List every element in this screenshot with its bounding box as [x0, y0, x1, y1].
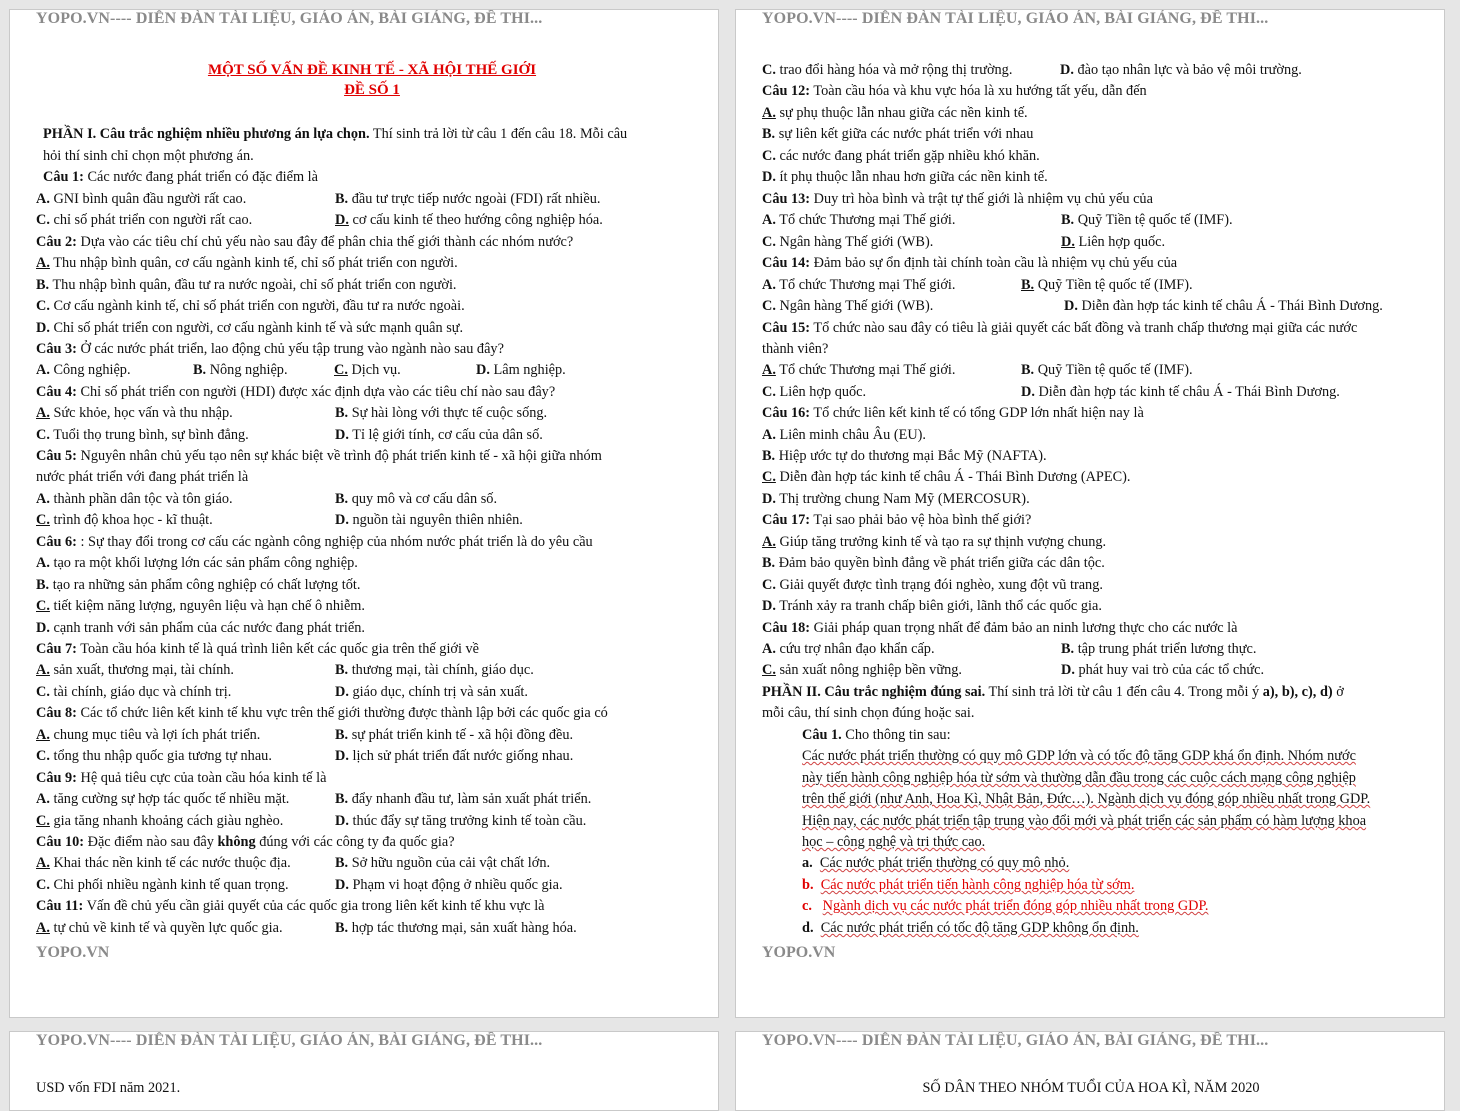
question-7: Câu 7: Toàn cầu hóa kinh tế là quá trình liên kết các quốc gia trên thế giới về — [36, 641, 480, 657]
page-header: YOPO.VN---- DIỄN ĐÀN TÀI LIỆU, GIÁO ÁN, BÀI GIẢNG, ĐỀ THI... — [36, 10, 543, 27]
q12-option-a: A. sự phụ thuộc lẫn nhau giữa các nền kinh tế. — [762, 105, 1028, 121]
q6-option-a: A. tạo ra một khối lượng lớn các sản phẩm công nghiệp. — [36, 555, 358, 571]
q4-option-d: D. Tỉ lệ giới tính, cơ cấu của dân số. — [335, 427, 543, 443]
document-title: MỘT SỐ VẤN ĐỀ KINH TẾ - XÃ HỘI THẾ GIỚI — [207, 62, 537, 78]
q4-option-a: A. Sức khỏe, học vấn và thu nhập. — [36, 405, 233, 421]
q6-option-c: C. tiết kiệm năng lượng, nguyên liệu và hạn chế ô nhiễm. — [36, 598, 365, 614]
q15-option-d: D. Diễn đàn hợp tác kinh tế châu Á - Thái Bình Dương. — [1021, 384, 1340, 400]
q17-option-b: B. Đảm bảo quyền bình đẳng về phát triển giữa các dân tộc. — [762, 555, 1105, 571]
page-3 — [9, 1031, 719, 1111]
q2-option-d: D. Chỉ số phát triển con người, cơ cấu ngành kinh tế và sức mạnh quân sự. — [36, 320, 464, 336]
q1-option-b: B. đầu tư trực tiếp nước ngoài (FDI) rất nhiều. — [335, 191, 601, 207]
q5-option-d: D. nguồn tài nguyên thiên nhiên. — [335, 512, 523, 528]
q8-option-d: D. lịch sử phát triển đất nước giống nhau. — [335, 748, 574, 764]
question-17: Câu 17: Tại sao phải bảo vệ hòa bình thế giới? — [762, 512, 1032, 528]
q8-option-b: B. sự phát triển kinh tế - xã hội đồng đều. — [335, 727, 574, 743]
part2-statement-c: c. Ngành dịch vụ các nước phát triển đóng góp nhiều nhất trong GDP. — [802, 898, 1209, 914]
q7-option-b: B. thương mại, tài chính, giáo dục. — [335, 662, 534, 678]
q11-option-c: C. trao đổi hàng hóa và mở rộng thị trường. — [762, 62, 1013, 78]
part1-label: PHẦN I. Câu trắc nghiệm nhiều phương án lựa chọn. — [43, 126, 370, 142]
q5-option-a: A. thành phần dân tộc và tôn giáo. — [36, 491, 233, 507]
q6-option-d: D. cạnh tranh với sản phẩm của các nước đang phát triển. — [36, 620, 365, 636]
q18-option-b: B. tập trung phát triển lương thực. — [1061, 641, 1257, 657]
q18-option-c: C. sản xuất nông nghiệp bền vững. — [762, 662, 962, 678]
question-16: Câu 16: Tổ chức liên kết kinh tế có tổng GDP lớn nhất hiện nay là — [762, 405, 1144, 421]
q3-option-c: C. Dịch vụ. — [334, 362, 401, 378]
page-footer: YOPO.VN — [762, 944, 836, 961]
q10-option-a: A. Khai thác nền kinh tế các nước thuộc địa. — [36, 855, 291, 871]
q5-option-c: C. trình độ khoa học - kĩ thuật. — [36, 512, 213, 528]
page-footer: YOPO.VN — [36, 944, 110, 961]
question-10: Câu 10: Đặc điểm nào sau đây không đúng với các công ty đa quốc gia? — [36, 834, 455, 850]
info-line-5: học – công nghệ và tri thức cao. — [802, 834, 986, 850]
q13-option-d: D. Liên hợp quốc. — [1061, 234, 1166, 250]
question-15: Câu 15: Tổ chức nào sau đây có tiêu là giải quyết các bất đồng và tranh chấp thương mại giữa các nước — [762, 320, 1358, 336]
q7-option-a: A. sản xuất, thương mại, tài chính. — [36, 662, 234, 678]
q12-option-b: B. sự liên kết giữa các nước phát triển với nhau — [762, 126, 1034, 142]
q11-option-a: A. tự chủ về kinh tế và quyền lực quốc gia. — [36, 920, 283, 936]
q15-option-a: A. Tổ chức Thương mại Thế giới. — [762, 362, 956, 378]
q10-option-d: D. Phạm vi hoạt động ở nhiều quốc gia. — [335, 877, 563, 893]
info-line-3: trên thế giới (như Anh, Hoa Kì, Nhật Bản, Đức…). Ngành dịch vụ đóng góp nhiều nhất trong GDP. — [802, 791, 1371, 807]
q7-option-d: D. giáo dục, chính trị và sản xuất. — [335, 684, 528, 700]
question-8: Câu 8: Các tổ chức liên kết kinh tế khu vực trên thế giới thường được thành lập bởi các quốc gia có — [36, 705, 608, 721]
question-9: Câu 9: Hệ quả tiêu cực của toàn cầu hóa kinh tế là — [36, 770, 327, 786]
q12-option-d: D. ít phụ thuộc lẫn nhau hơn giữa các nền kinh tế. — [762, 169, 1048, 185]
info-line-1: Các nước phát triển thường có quy mô GDP lớn và có tốc độ tăng GDP khá ổn định. Nhóm nước — [802, 748, 1356, 764]
q11-option-b: B. hợp tác thương mại, sản xuất hàng hóa. — [335, 920, 577, 936]
question-14: Câu 14: Đảm bảo sự ổn định tài chính toàn cầu là nhiệm vụ chủ yếu của — [762, 255, 1178, 271]
question-5: Câu 5: Nguyên nhân chủ yếu tạo nên sự khác biệt về trình độ phát triển kinh tế - xã hội giữa nhóm — [36, 448, 602, 464]
question-2: Câu 2: Dựa vào các tiêu chí chủ yếu nào sau đây để phân chia thế giới thành các nhóm nước? — [36, 234, 574, 250]
question-12: Câu 12: Toàn cầu hóa và khu vực hóa là xu hướng tất yếu, dẫn đến — [762, 83, 1147, 99]
q16-option-c: C. Diễn đàn hợp tác kinh tế châu Á - Thái Bình Dương (APEC). — [762, 469, 1131, 485]
page-2 — [735, 9, 1445, 1018]
q16-option-a: A. Liên minh châu Âu (EU). — [762, 427, 926, 443]
q8-option-c: C. tổng thu nhập quốc gia tương tự nhau. — [36, 748, 272, 764]
part2-statement-b: b. Các nước phát triển tiến hành công nghiệp hóa từ sớm. — [802, 877, 1135, 893]
part2-question-1: Câu 1. Cho thông tin sau: — [802, 727, 951, 743]
info-line-4: Hiện nay, các nước phát triển tập trung vào đổi mới và phát triển các sản phẩm có hàm lượng khoa — [802, 813, 1367, 829]
q2-option-b: B. Thu nhập bình quân, đầu tư ra nước ngoài, chỉ số phát triển con người. — [36, 277, 457, 293]
q15-option-c: C. Liên hợp quốc. — [762, 384, 867, 400]
q8-option-a: A. chung mục tiêu và lợi ích phát triển. — [36, 727, 261, 743]
page-4 — [735, 1031, 1445, 1111]
q4-option-b: B. Sự hài lòng với thực tế cuộc sống. — [335, 405, 548, 421]
q14-option-a: A. Tổ chức Thương mại Thế giới. — [762, 277, 956, 293]
question-18: Câu 18: Giải pháp quan trọng nhất để đảm bảo an ninh lương thực cho các nước là — [762, 620, 1238, 636]
q16-option-d: D. Thị trường chung Nam Mỹ (MERCOSUR). — [762, 491, 1030, 507]
q9-option-c: C. gia tăng nhanh khoảng cách giàu nghèo. — [36, 813, 284, 829]
q13-option-c: C. Ngân hàng Thế giới (WB). — [762, 234, 934, 250]
q14-option-d: D. Diễn đàn hợp tác kinh tế châu Á - Thái Bình Dương. — [1064, 298, 1383, 314]
document-subtitle: ĐỀ SỐ 1 — [344, 82, 400, 98]
page-header: YOPO.VN---- DIỄN ĐÀN TÀI LIỆU, GIÁO ÁN, BÀI GIẢNG, ĐỀ THI... — [762, 1032, 1269, 1049]
q5-option-b: B. quy mô và cơ cấu dân số. — [335, 491, 498, 507]
q12-option-c: C. các nước đang phát triển gặp nhiều khó khăn. — [762, 148, 1040, 164]
q1-option-d: D. cơ cấu kinh tế theo hướng công nghiệp hóa. — [335, 212, 603, 228]
part2-intro-2: mỗi câu, thí sinh chọn đúng hoặc sai. — [762, 705, 975, 721]
q14-option-b: B. Quỹ Tiền tệ quốc tế (IMF). — [1021, 277, 1193, 293]
part2-label: PHẦN II. Câu trắc nghiệm đúng sai. — [762, 684, 986, 700]
question-3: Câu 3: Ở các nước phát triển, lao động chủ yếu tập trung vào ngành nào sau đây? — [36, 341, 504, 357]
q13-option-a: A. Tổ chức Thương mại Thế giới. — [762, 212, 956, 228]
question-15-cont: thành viên? — [762, 341, 829, 357]
part2-intro: PHẦN II. Câu trắc nghiệm đúng sai. Thí sinh trả lời từ câu 1 đến câu 4. Trong mỗi ý a), b), c), d) ở — [762, 684, 1344, 700]
q3-option-d: D. Lâm nghiệp. — [476, 362, 566, 378]
q3-option-b: B. Nông nghiệp. — [193, 362, 288, 378]
question-5-cont: nước phát triển với đang phát triển là — [36, 469, 249, 485]
q16-option-b: B. Hiệp ước tự do thương mại Bắc Mỹ (NAFTA). — [762, 448, 1047, 464]
q10-option-b: B. Sở hữu nguồn của cải vật chất lớn. — [335, 855, 551, 871]
q7-option-c: C. tài chính, giáo dục và chính trị. — [36, 684, 232, 700]
part1-intro: PHẦN I. Câu trắc nghiệm nhiều phương án lựa chọn. Thí sinh trả lời từ câu 1 đến câu 18. Mỗi câu — [43, 126, 628, 142]
q17-option-a: A. Giúp tăng trưởng kinh tế và tạo ra sự thịnh vượng chung. — [762, 534, 1107, 550]
q15-option-b: B. Quỹ Tiền tệ quốc tế (IMF). — [1021, 362, 1193, 378]
part1-intro-2: hỏi thí sinh chỉ chọn một phương án. — [43, 148, 254, 164]
q11-option-d: D. đào tạo nhân lực và bảo vệ môi trường. — [1060, 62, 1302, 78]
page4-heading: SỐ DÂN THEO NHÓM TUỔI CỦA HOA KÌ, NĂM 2020 — [922, 1080, 1260, 1096]
question-11: Câu 11: Vấn đề chủ yếu cần giải quyết của các quốc gia trong liên kết kinh tế khu vực là — [36, 898, 545, 914]
page3-text: USD vốn FDI năm 2021. — [36, 1080, 181, 1096]
q6-option-b: B. tạo ra những sản phẩm công nghiệp có chất lượng tốt. — [36, 577, 361, 593]
q17-option-d: D. Tránh xảy ra tranh chấp biên giới, lãnh thổ các quốc gia. — [762, 598, 1102, 614]
info-line-2: này tiến hành công nghiệp hóa từ sớm và thường dẫn đầu trong các cuộc cách mạng công nghiệp — [802, 770, 1356, 786]
part2-statement-d: d. Các nước phát triển có tốc độ tăng GDP không ổn định. — [802, 920, 1139, 936]
q1-option-c: C. chỉ số phát triển con người rất cao. — [36, 212, 253, 228]
question-6: Câu 6: : Sự thay đổi trong cơ cấu các ngành công nghiệp của nhóm nước phát triển là do yêu cầu — [36, 534, 593, 550]
q1-option-a: A. GNI bình quân đầu người rất cao. — [36, 191, 247, 207]
q9-option-a: A. tăng cường sự hợp tác quốc tế nhiều mặt. — [36, 791, 290, 807]
q9-option-b: B. đẩy nhanh đầu tư, làm sản xuất phát triển. — [335, 791, 592, 807]
q3-option-a: A. Công nghiệp. — [36, 362, 131, 378]
page-header: YOPO.VN---- DIỄN ĐÀN TÀI LIỆU, GIÁO ÁN, BÀI GIẢNG, ĐỀ THI... — [36, 1032, 543, 1049]
q14-option-c: C. Ngân hàng Thế giới (WB). — [762, 298, 934, 314]
question-4: Câu 4: Chỉ số phát triển con người (HDI) được xác định dựa vào các tiêu chí nào sau đây? — [36, 384, 556, 400]
part2-statement-a: a. Các nước phát triển thường có quy mô nhỏ. — [802, 855, 1070, 871]
question-13: Câu 13: Duy trì hòa bình và trật tự thế giới là nhiệm vụ chủ yếu của — [762, 191, 1153, 207]
q18-option-a: A. cứu trợ nhân đạo khẩn cấp. — [762, 641, 935, 657]
q9-option-d: D. thúc đẩy sự tăng trưởng kinh tế toàn cầu. — [335, 813, 587, 829]
page-header: YOPO.VN---- DIỄN ĐÀN TÀI LIỆU, GIÁO ÁN, BÀI GIẢNG, ĐỀ THI... — [762, 10, 1269, 27]
q2-option-c: C. Cơ cấu ngành kinh tế, chỉ số phát triển con người, đầu tư ra nước ngoài. — [36, 298, 465, 314]
q13-option-b: B. Quỹ Tiền tệ quốc tế (IMF). — [1061, 212, 1233, 228]
q2-option-a: A. Thu nhập bình quân, cơ cấu ngành kinh tế, chỉ số phát triển con người. — [36, 255, 458, 271]
q10-option-c: C. Chi phối nhiều ngành kinh tế quan trọng. — [36, 877, 289, 893]
q4-option-c: C. Tuổi thọ trung bình, sự bình đẳng. — [36, 427, 249, 443]
question-1: Câu 1: Các nước đang phát triển có đặc điểm là — [43, 169, 318, 185]
page-1 — [9, 9, 719, 1018]
q17-option-c: C. Giải quyết được tình trạng đói nghèo, xung đột vũ trang. — [762, 577, 1103, 593]
q18-option-d: D. phát huy vai trò của các tổ chức. — [1061, 662, 1265, 678]
